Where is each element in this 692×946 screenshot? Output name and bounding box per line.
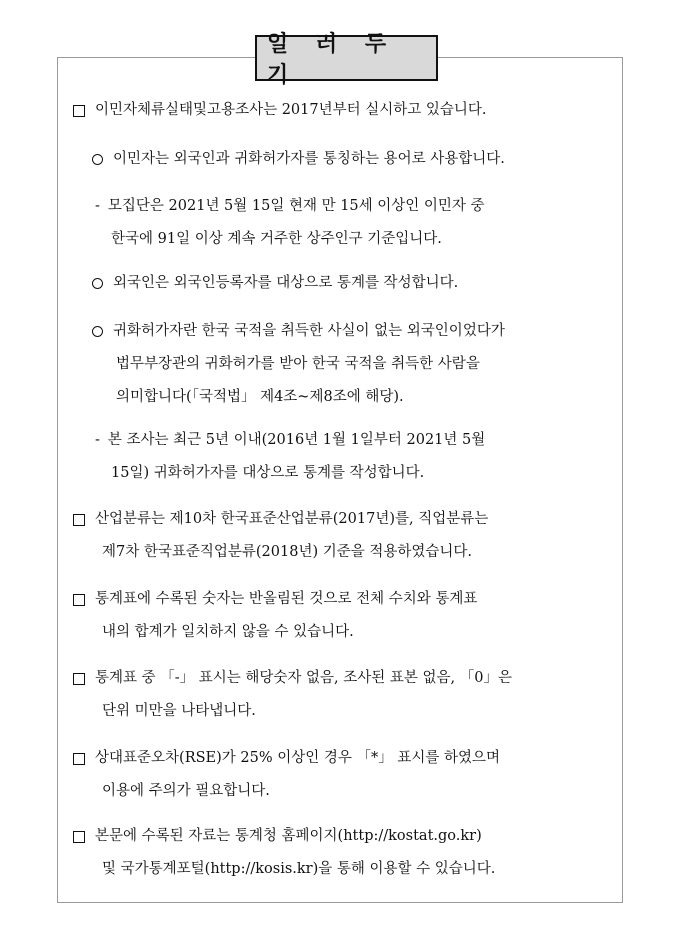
circle-bullet-icon	[92, 154, 103, 165]
dash-bullet: -	[95, 198, 100, 214]
page-title: 일 러 두 기	[255, 35, 438, 81]
note-item: 상대표준오차(RSE)가 25% 이상인 경우 「*」 표시를 하였으며 이용에 주의가 필요합니다.	[73, 742, 610, 808]
square-bullet-icon	[73, 594, 85, 606]
note-item: 통계표에 수록된 숫자는 반올림된 것으로 전체 수치와 통계표 내의 합계가 일치하지 않을 수 있습니다.	[73, 583, 610, 649]
note-item: 이민자체류실태및고용조사는 2017년부터 실시하고 있습니다.	[73, 94, 599, 127]
dash-bullet: -	[95, 432, 100, 448]
square-bullet-icon	[73, 105, 85, 117]
note-subitem: 이민자는 외국인과 귀화허가자를 통칭하는 용어로 사용합니다.	[92, 143, 610, 176]
note-subitem: 귀화허가자란 한국 국적을 취득한 사실이 없는 외국인이었다가 법무부장관의 귀화허가를 받아 한국 국적을 취득한 사람을 의미합니다(「국적법」 제4조~제8조에 해당).	[92, 315, 610, 414]
note-item: 본문에 수록된 자료는 통계청 홈페이지(http://kostat.go.kr) 및 국가통계포털(http://kosis.kr)을 통해 이용할 수 있습니다.	[73, 820, 610, 886]
square-bullet-icon	[73, 753, 85, 765]
square-bullet-icon	[73, 673, 85, 685]
note-detail: - 모집단은 2021년 5월 15일 현재 만 15세 이상인 이민자 중 한국에 91일 이상 계속 거주한 상주인구 기준입니다.	[95, 190, 610, 256]
square-bullet-icon	[73, 831, 85, 843]
note-item: 산업분류는 제10차 한국표준산업분류(2017년)를, 직업분류는 제7차 한국표준직업분류(2018년) 기준을 적용하였습니다.	[73, 503, 610, 569]
note-item: 통계표 중 「-」 표시는 해당숫자 없음, 조사된 표본 없음, 「0」은 단위 미만을 나타냅니다.	[73, 662, 610, 728]
circle-bullet-icon	[92, 278, 103, 289]
note-detail: - 본 조사는 최근 5년 이내(2016년 1월 1일부터 2021년 5월 15일) 귀화허가자를 대상으로 통계를 작성합니다.	[95, 424, 610, 490]
note-subitem: 외국인은 외국인등록자를 대상으로 통계를 작성합니다.	[92, 267, 610, 300]
square-bullet-icon	[73, 514, 85, 526]
circle-bullet-icon	[92, 326, 103, 337]
